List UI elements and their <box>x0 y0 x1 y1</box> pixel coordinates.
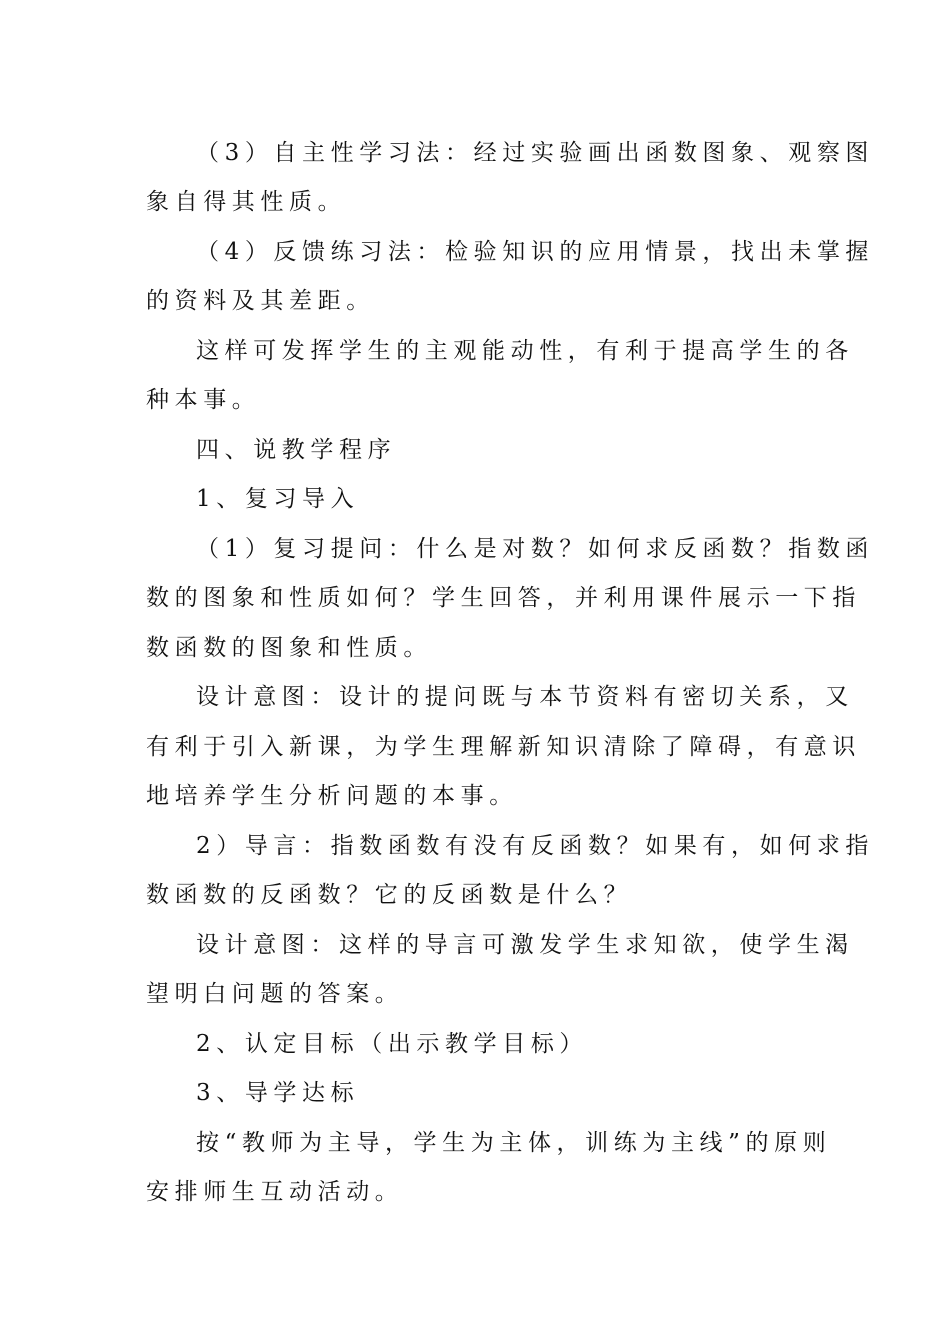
text-line: 按“教师为主导，学生为主体，训练为主线”的原则 <box>196 1130 832 1156</box>
text-line: 象自得其性质。 <box>146 189 347 215</box>
subsection-heading: 1、复习导入 <box>196 486 360 512</box>
text-line: 数函数的图象和性质。 <box>146 635 432 661</box>
text-line: 地培养学生分析问题的本事。 <box>146 783 518 809</box>
text-line: 安排师生互动活动。 <box>146 1179 404 1205</box>
text-line: 有利于引入新课，为学生理解新知识清除了障碍，有意识 <box>146 734 861 760</box>
text-line: 的资料及其差距。 <box>146 288 375 314</box>
text-line: 数的图象和性质如何？学生回答，并利用课件展示一下指 <box>146 585 861 611</box>
text-line: 设计意图：这样的导言可激发学生求知欲，使学生渴 <box>196 932 854 958</box>
text-line: 设计意图：设计的提问既与本节资料有密切关系，又 <box>196 684 854 710</box>
subsection-heading: 2、认定目标（出示教学目标） <box>196 1031 589 1057</box>
text-line: 2）导言：指数函数有没有反函数？如果有，如何求指 <box>196 833 875 859</box>
text-line: （4）反馈练习法：检验知识的应用情景，找出未掌握 <box>196 239 875 265</box>
text-line: 数函数的反函数？它的反函数是什么？ <box>146 882 633 908</box>
text-line: （1）复习提问：什么是对数？如何求反函数？指数函 <box>196 536 875 562</box>
text-line: 望明白问题的答案。 <box>146 981 404 1007</box>
text-line: （3）自主性学习法：经过实验画出函数图象、观察图 <box>196 140 875 166</box>
text-line: 种本事。 <box>146 387 261 413</box>
subsection-heading: 3、导学达标 <box>196 1080 360 1106</box>
section-heading: 四、说教学程序 <box>196 437 397 463</box>
text-line: 这样可发挥学生的主观能动性，有利于提高学生的各 <box>196 338 854 364</box>
